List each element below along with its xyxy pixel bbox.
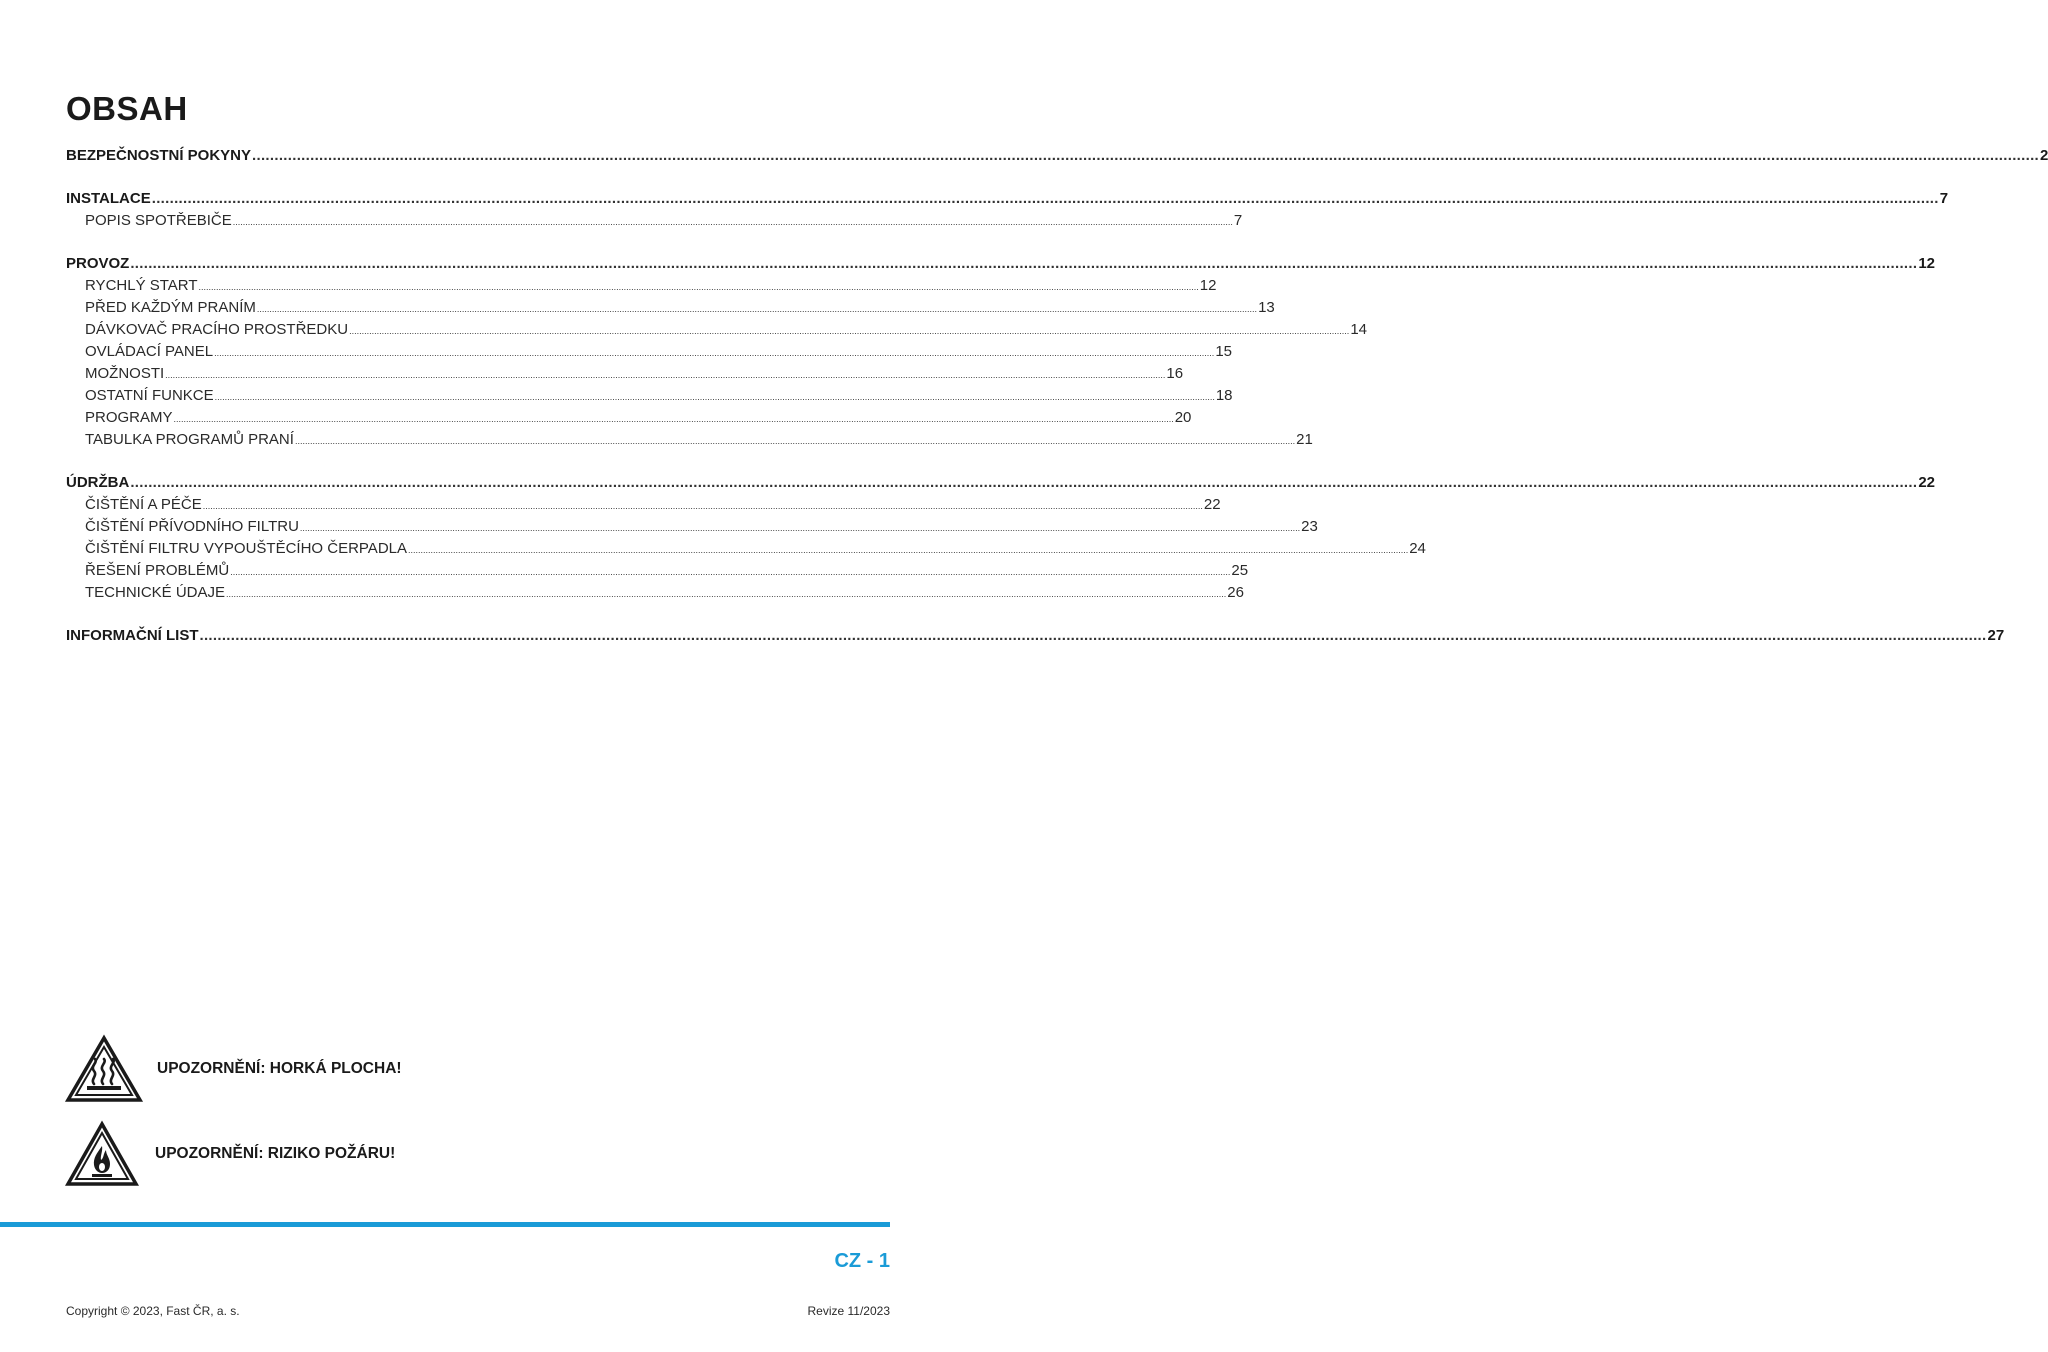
toc-chapter-entry[interactable] — [66, 472, 1936, 494]
toc-subsection-entry[interactable] — [66, 582, 1244, 604]
toc-entry-label: MOŽNOSTI — [85, 365, 165, 382]
toc-entry-label: PROVOZ — [66, 255, 130, 272]
toc-page-number: 12 — [1918, 255, 1936, 272]
toc-entry-label: OVLÁDACÍ PANEL — [85, 343, 214, 360]
toc-leader-dots: ................................................................................................................................................................................................................................................................................................................................................................................................................ — [202, 501, 1203, 511]
toc-subsection-entry[interactable] — [66, 341, 1232, 363]
toc-page-number: 27 — [1987, 627, 2005, 644]
toc-entry-label: TECHNICKÉ ÚDAJE — [85, 584, 226, 601]
toc-subsection-entry[interactable] — [66, 275, 1217, 297]
hot-surface-warning-icon — [66, 1036, 142, 1102]
toc-section — [66, 253, 1936, 451]
toc-leader-dots: ................................................................................................................................................................................................................................................................................................................................................................................................................ — [252, 147, 2040, 164]
toc-page-number: 15 — [1215, 343, 1232, 360]
page-title: OBSAH — [66, 90, 188, 127]
toc-section — [66, 625, 2005, 647]
toc-page-number: 16 — [1166, 365, 1184, 382]
toc-chapter-entry[interactable] — [66, 145, 2048, 167]
toc-leader-dots: ................................................................................................................................................................................................................................................................................................................................................................................................................ — [198, 282, 1199, 292]
footer-divider — [0, 1222, 890, 1227]
toc-page-number: 18 — [1215, 387, 1233, 404]
toc-leader-dots: ................................................................................................................................................................................................................................................................................................................................................................................................................ — [230, 567, 1231, 577]
toc-page-number: 2 — [2040, 147, 2048, 164]
toc-subsection-entry[interactable] — [66, 297, 1275, 319]
toc-entry-label: ČIŠTĚNÍ A PÉČE — [85, 496, 202, 513]
toc-leader-dots: ................................................................................................................................................................................................................................................................................................................................................................................................................ — [294, 436, 1296, 446]
toc-page-number: 20 — [1174, 409, 1192, 426]
toc-page-number: 24 — [1409, 540, 1426, 557]
toc-leader-dots: ................................................................................................................................................................................................................................................................................................................................................................................................................ — [214, 392, 1215, 402]
warning-hot-surface — [66, 1036, 402, 1102]
toc-entry-label: ŘEŠENÍ PROBLÉMŮ — [85, 562, 230, 579]
toc-leader-dots: ................................................................................................................................................................................................................................................................................................................................................................................................................ — [199, 627, 1987, 644]
toc-entry-label: POPIS SPOTŘEBIČE — [85, 212, 232, 229]
toc-subsection-entry[interactable] — [66, 363, 1184, 385]
toc-leader-dots: ................................................................................................................................................................................................................................................................................................................................................................................................................ — [349, 326, 1350, 336]
toc-page-number: 7 — [1233, 212, 1243, 229]
toc-entry-label: ÚDRŽBA — [66, 474, 130, 491]
toc-entry-label: TABULKA PROGRAMŮ PRANÍ — [85, 431, 294, 448]
toc-page-number: 21 — [1296, 431, 1313, 448]
warning-hot-surface-text: UPOZORNĚNÍ: HORKÁ PLOCHA! — [157, 1060, 402, 1077]
toc-entry-label: RYCHLÝ START — [85, 277, 198, 294]
toc-subsection-entry[interactable] — [66, 385, 1233, 407]
toc-entry-label: PROGRAMY — [85, 409, 173, 426]
toc-page-number: 22 — [1918, 474, 1936, 491]
toc-subsection-entry[interactable] — [66, 538, 1426, 560]
toc-page-number: 12 — [1199, 277, 1217, 294]
toc-leader-dots: ................................................................................................................................................................................................................................................................................................................................................................................................................ — [130, 474, 1918, 491]
toc-subsection-entry[interactable] — [66, 210, 1243, 232]
toc-leader-dots: ................................................................................................................................................................................................................................................................................................................................................................................................................ — [299, 523, 1301, 533]
toc-subsection-entry[interactable] — [66, 407, 1192, 429]
toc-leader-dots: ................................................................................................................................................................................................................................................................................................................................................................................................................ — [408, 545, 1409, 555]
toc-subsection-entry[interactable] — [66, 560, 1249, 582]
fire-risk-warning-icon — [66, 1122, 138, 1186]
toc-section — [66, 145, 2048, 167]
toc-entry-label: BEZPEČNOSTNÍ POKYNY — [66, 147, 252, 164]
toc-entry-label: DÁVKOVAČ PRACÍHO PROSTŘEDKU — [85, 321, 349, 338]
warning-fire-risk-text: UPOZORNĚNÍ: RIZIKO POŽÁRU! — [155, 1145, 396, 1162]
toc-leader-dots: ................................................................................................................................................................................................................................................................................................................................................................................................................ — [151, 190, 1939, 207]
toc-subsection-entry[interactable] — [66, 494, 1221, 516]
toc-page-number: 25 — [1231, 562, 1249, 579]
toc-leader-dots: ................................................................................................................................................................................................................................................................................................................................................................................................................ — [130, 255, 1918, 272]
toc-page-number: 22 — [1203, 496, 1221, 513]
toc-page-number: 26 — [1227, 584, 1244, 601]
toc-chapter-entry[interactable] — [66, 188, 1949, 210]
toc-entry-label: PŘED KAŽDÝM PRANÍM — [85, 299, 256, 316]
toc-page-number: 14 — [1350, 321, 1367, 338]
toc-subsection-entry[interactable] — [66, 429, 1313, 451]
toc-section — [66, 472, 1936, 604]
toc-chapter-entry[interactable] — [66, 625, 2005, 647]
toc-entry-label: OSTATNÍ FUNKCE — [85, 387, 214, 404]
toc-entry-label: ČIŠTĚNÍ FILTRU VYPOUŠTĚCÍHO ČERPADLA — [85, 540, 407, 557]
table-of-contents — [66, 145, 2048, 668]
toc-leader-dots: ................................................................................................................................................................................................................................................................................................................................................................................................................ — [173, 414, 1174, 424]
toc-entry-label: INFORMAČNÍ LIST — [66, 627, 199, 644]
toc-page-number: 7 — [1939, 190, 1949, 207]
toc-section — [66, 188, 1949, 232]
toc-leader-dots: ................................................................................................................................................................................................................................................................................................................................................................................................................ — [226, 589, 1227, 599]
warning-fire-risk — [66, 1122, 395, 1186]
toc-subsection-entry[interactable] — [66, 319, 1367, 341]
toc-entry-label: INSTALACE — [66, 190, 151, 207]
toc-leader-dots: ................................................................................................................................................................................................................................................................................................................................................................................................................ — [214, 348, 1215, 358]
toc-leader-dots: ................................................................................................................................................................................................................................................................................................................................................................................................................ — [232, 217, 1233, 227]
toc-leader-dots: ................................................................................................................................................................................................................................................................................................................................................................................................................ — [256, 304, 1258, 314]
toc-leader-dots: ................................................................................................................................................................................................................................................................................................................................................................................................................ — [165, 370, 1166, 380]
toc-subsection-entry[interactable] — [66, 516, 1318, 538]
copyright-text: Copyright © 2023, Fast ČR, a. s. — [66, 1304, 240, 1318]
page-number: CZ - 1 — [834, 1250, 890, 1272]
toc-chapter-entry[interactable] — [66, 253, 1936, 275]
toc-page-number: 13 — [1258, 299, 1275, 316]
toc-page-number: 23 — [1301, 518, 1318, 535]
revision-text: Revize 11/2023 — [807, 1304, 890, 1318]
toc-entry-label: ČIŠTĚNÍ PŘÍVODNÍHO FILTRU — [85, 518, 299, 535]
